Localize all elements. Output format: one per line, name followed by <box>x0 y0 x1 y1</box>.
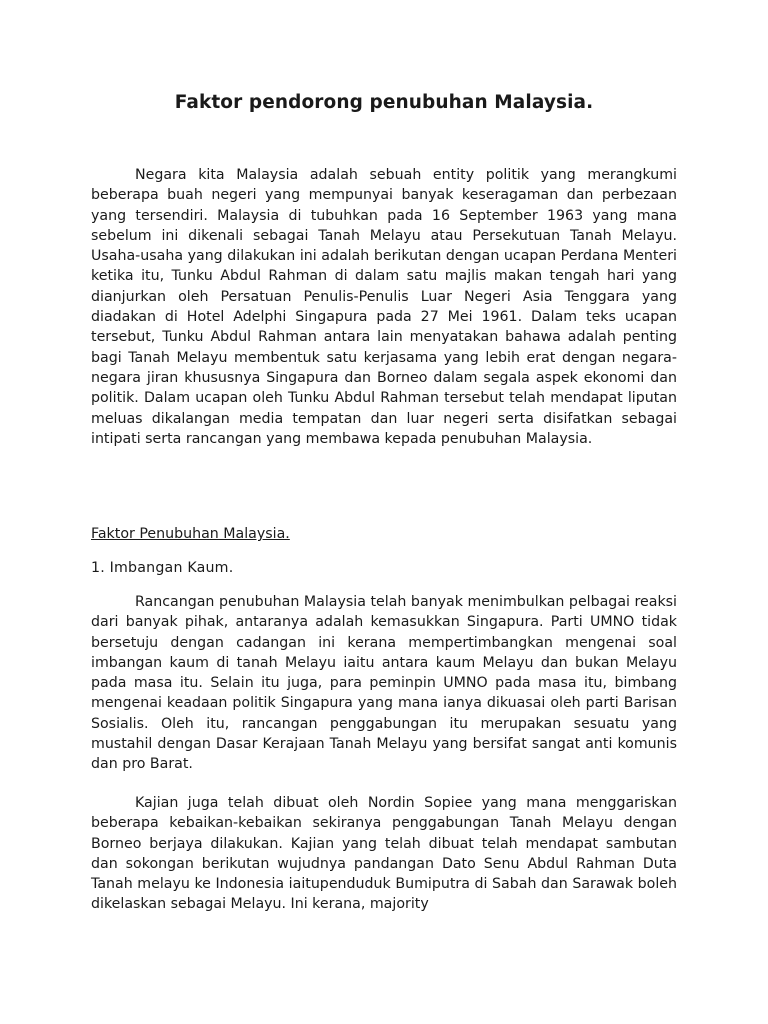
paragraph-imbangan-kaum-2: Kajian juga telah dibuat oleh Nordin Sopiee yang mana menggariskan beberapa kebaikan-kebaikan sekiranya penggabungan Tanah Melayu dengan Borneo berjaya dilakukan. Kajian yang telah dibuat telah mendapat sambutan dan sokongan berikutan wujudnya pandangan Dato Senu Abdul Rahman Duta Tanah melayu ke Indonesia iaitupenduduk Bumiputra di Sabah dan Sarawak boleh dikelaskan sebagai Melayu. Ini kerana, majority <box>91 795 677 913</box>
document-title: Faktor pendorong penubuhan Malaysia. <box>174 92 594 113</box>
section-heading: Faktor Penubuhan Malaysia. <box>91 526 290 542</box>
intro-paragraph: Negara kita Malaysia adalah sebuah entity politik yang merangkumi beberapa buah negeri yang mempunyai banyak keseragaman dan perbezaan yang tersendiri. Malaysia di tubuhkan pada 16 September 1963 yang mana sebelum ini dikenali sebagai Tanah Melayu atau Persekutuan Tanah Melayu. Usaha-usaha yang dilakukan ini adalah berikutan dengan ucapan Perdana Menteri ketika itu, Tunku Abdul Rahman di dalam satu majlis makan tengah hari yang dianjurkan oleh Persatuan Penulis-Penulis Luar Negeri Asia Tenggara yang diadakan di Hotel Adelphi Singapura pada 27 Mei 1961. Dalam teks ucapan tersebut, Tunku Abdul Rahman antara lain menyatakan bahawa adalah penting bagi Tanah Melayu membentuk satu kerjasama yang lebih erat dengan negara-negara jiran khususnya Singapura dan Borneo dalam segala aspek ekonomi dan politik. Dalam ucapan oleh Tunku Abdul Rahman tersebut telah mendapat liputan meluas dikalangan media tempatan dan luar negeri serta disifatkan sebagai intipati serta rancangan yang membawa kepada penubuhan Malaysia. <box>91 167 677 447</box>
paragraph-imbangan-kaum-1: Rancangan penubuhan Malaysia telah banyak menimbulkan pelbagai reaksi dari banyak pihak, antaranya adalah kemasukkan Singapura. Parti UMNO tidak bersetuju dengan cadangan ini kerana mempertimbangkan mengenai soal imbangan kaum di tanah Melayu iaitu antara kaum Melayu dan bukan Melayu pada masa itu. Selain itu juga, para peminpin UMNO pada masa itu, bimbang mengenai keadaan politik Singapura yang mana ianya dikuasai oleh parti Barisan Sosialis. Oleh itu, rancangan penggabungan itu merupakan sesuatu yang mustahil dengan Dasar Kerajaan Tanah Melayu yang bersifat sangat anti komunis dan pro Barat. <box>91 594 677 773</box>
subsection-heading: 1. Imbangan Kaum. <box>91 560 234 576</box>
